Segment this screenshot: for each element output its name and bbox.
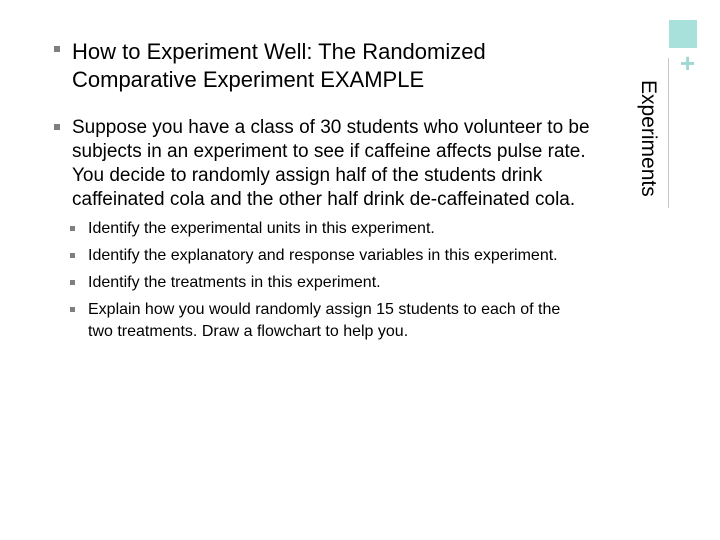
list-item-text-line-2: two treatments. Draw a flowchart to help you. (88, 323, 409, 340)
list-item-text-line-1: Explain how you would randomly assign 15 students to each of the (88, 301, 561, 318)
side-label: Experiments (637, 80, 660, 197)
paragraph-line-4: caffeinated cola and the other half drink de-caffeinated cola. (72, 189, 576, 210)
list-bullet-icon (70, 307, 75, 312)
paragraph-line-1: Suppose you have a class of 30 students who volunteer to be (72, 117, 590, 138)
list-item (88, 218, 628, 240)
list-item-text: Identify the explanatory and response variables in this experiment. (88, 247, 558, 264)
list-item (88, 299, 628, 343)
plus-icon: + (680, 48, 696, 78)
list-bullet-icon (70, 226, 75, 231)
title-line-2: Comparative Experiment EXAMPLE (72, 67, 425, 92)
paragraph-line-2: subjects in an experiment to see if caffeine affects pulse rate. (72, 141, 586, 162)
title-line-1: How to Experiment Well: The Randomized (72, 39, 486, 64)
list-bullet-icon (70, 253, 75, 258)
list-item-text: Identify the experimental units in this experiment. (88, 220, 435, 237)
list-item (88, 272, 628, 294)
list-item (88, 245, 628, 267)
list-item-text: Identify the treatments in this experiment. (88, 274, 381, 291)
paragraph-line-3: You decide to randomly assign half of the students drink (72, 165, 543, 186)
list-bullet-icon (70, 280, 75, 285)
